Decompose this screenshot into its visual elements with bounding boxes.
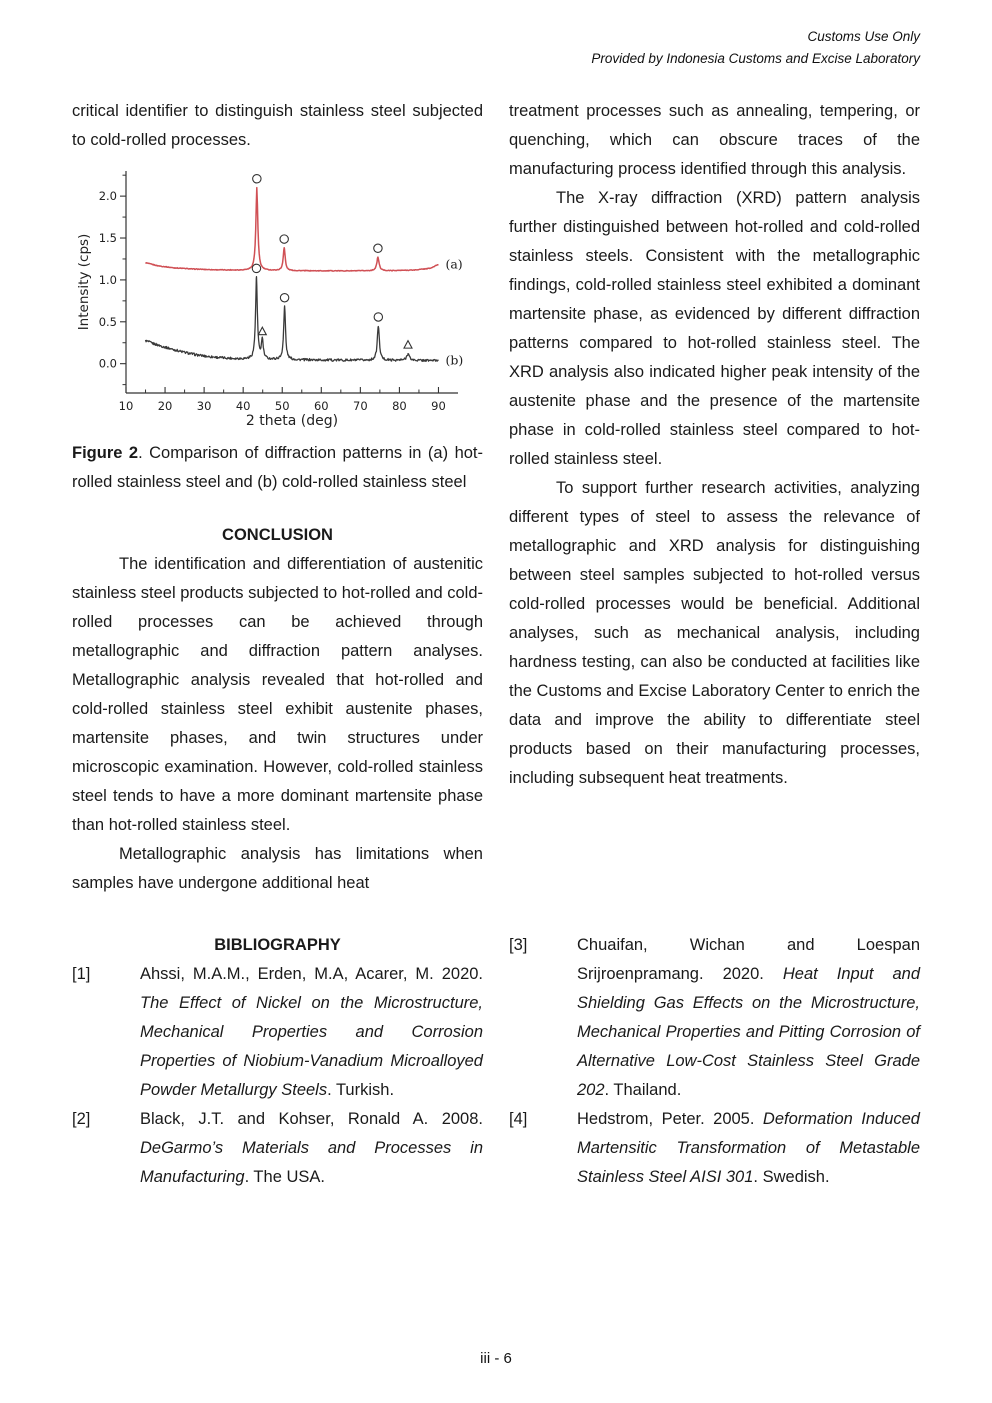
bibliography-right-column	[509, 931, 920, 1192]
header-provider: Provided by Indonesia Customs and Excise Laboratory	[591, 50, 920, 66]
series-line	[146, 277, 439, 362]
reference-text: Chuaifan, Wichan and Loespan Srijroenpramang. 2020. Heat Input and Shielding Gas Effects on the Microstructure, Mechanical Properties and Pitting Corrosion of Alternative Low-Cost Stainless Steel Grade 202. Thailand.	[577, 936, 920, 1100]
reference-number: [2]	[72, 1110, 91, 1129]
paragraph-xrd: The X-ray diffraction (XRD) pattern analysis further distinguished between hot-rolled and cold-rolled stainless steels. Consistent with the metallographic findings, cold-rolled stainless steel exhibited a dominant martensite phase, as evidenced by different diffraction patterns compared to hot-rolled stainless steel. The XRD analysis also indicated higher peak intensity of the austenite phase and the presence of the martensite phase in cold-rolled stainless steel compared to hot-rolled stainless steel.	[509, 189, 920, 469]
bibliography-section	[0, 931, 992, 1192]
x-tick-label: 60	[313, 399, 329, 414]
reference-title: DeGarmo’s Materials and Processes in Manufacturing	[140, 1139, 483, 1187]
austenite-peak-marker	[280, 294, 288, 302]
x-axis-label: 2 theta (deg)	[245, 413, 339, 430]
conclusion-heading: CONCLUSION	[222, 526, 333, 545]
figure-caption-label: Figure 2	[72, 444, 139, 463]
conclusion-paragraph-2: Metallographic analysis has limitations when samples have undergone additional heat	[72, 845, 483, 893]
bibliography-entry	[509, 1105, 920, 1192]
reference-text: Ahssi, M.A.M., Erden, M.A, Acarer, M. 2020. The Effect of Nickel on the Microstructure, Mechanical Properties and Corrosion Properties of Niobium-Vanadium Microalloyed Powder Metallurgy Steels. Turkish.	[140, 965, 483, 1100]
y-tick-label: 2.0	[98, 189, 117, 204]
reference-number: [3]	[509, 936, 528, 955]
series-line	[146, 188, 439, 272]
paragraph-support: To support further research activities, analyzing different types of steel to assess the relevance of metallographic and XRD analysis for distinguishing between steel samples subjected to hot-rolled versus cold-rolled processes would be beneficial. Additional analyses, such as mechanical analysis, including hardness testing, can also be conducted at facilities like the Customs and Excise Laboratory Center to enrich the data and improve the ability to differentiate steel products based on their manufacturing processes, including subsequent heat treatments.	[509, 479, 920, 788]
y-tick-label: 0.5	[98, 314, 117, 329]
right-column	[509, 97, 920, 898]
x-tick-label: 90	[431, 399, 446, 414]
y-tick-label: 1.0	[98, 273, 117, 288]
reference-number: [4]	[509, 1110, 528, 1129]
x-tick-label: 10	[118, 399, 134, 414]
reference-title: The Effect of Nickel on the Microstructure, Mechanical Properties and Corrosion Properties of Niobium-Vanadium Microalloyed Powder Metallurgy Steels	[140, 994, 483, 1100]
x-tick-label: 20	[157, 399, 173, 414]
bibliography-heading: BIBLIOGRAPHY	[214, 936, 341, 955]
bibliography-left-column	[72, 931, 483, 1192]
austenite-peak-marker	[374, 313, 382, 321]
figure-caption	[72, 439, 483, 497]
reference-title: Deformation Induced Martensitic Transformation of Metastable Stainless Steel AISI 301	[577, 1110, 920, 1187]
x-tick-label: 40	[235, 399, 251, 414]
bibliography-entry	[72, 1105, 483, 1192]
martensite-peak-marker	[404, 341, 412, 349]
reference-title: Heat Input and Shielding Gas Effects on the Microstructure, Mechanical Properties and Pitting Corrosion of Alternative Low-Cost Stainless Steel Grade 202	[577, 965, 920, 1100]
austenite-peak-marker	[374, 244, 382, 252]
page-number: iii - 6	[480, 1350, 512, 1367]
reference-number: [1]	[72, 965, 91, 984]
main-content	[0, 97, 992, 898]
bibliography-list-right	[509, 931, 920, 1192]
bibliography-entry	[509, 931, 920, 1105]
reference-text: Black, J.T. and Kohser, Ronald A. 2008. DeGarmo’s Materials and Processes in Manufacturing. The USA.	[140, 1110, 483, 1187]
header-classification: Customs Use Only	[807, 29, 920, 44]
xrd-diffraction-chart	[74, 163, 474, 433]
y-tick-label: 0.0	[98, 356, 117, 371]
conclusion-paragraph-1: The identification and differentiation of austenitic stainless steel products subjected to hot-rolled and cold-rolled processes can be achieved through metallographic and diffraction pattern analyses. Metallographic analysis revealed that hot-rolled and cold-rolled stainless steel exhibit austenite phases, martensite phases, and twin structures under microscopic examination. However, cold-rolled stainless steel tends to have a more dominant martensite phase than hot-rolled stainless steel.	[72, 555, 483, 835]
x-tick-label: 70	[353, 399, 368, 414]
x-tick-label: 30	[196, 399, 212, 414]
austenite-peak-marker	[252, 264, 260, 272]
y-tick-label: 1.5	[98, 231, 117, 246]
martensite-peak-marker	[258, 327, 266, 335]
series-end-label: (a)	[445, 256, 463, 272]
figure-2	[72, 163, 483, 497]
austenite-peak-marker	[280, 235, 288, 243]
x-tick-label: 80	[392, 399, 407, 414]
x-tick-label: 50	[274, 399, 290, 414]
bibliography-entry	[72, 960, 483, 1105]
series-end-label: (b)	[445, 352, 464, 368]
paragraph-intro: critical identifier to distinguish stainless steel subjected to cold-rolled processes.	[72, 102, 483, 150]
left-column	[72, 97, 483, 898]
y-axis-label: Intensity (cps)	[76, 233, 92, 331]
reference-text: Hedstrom, Peter. 2005. Deformation Induced Martensitic Transformation of Metastable Stainless Steel AISI 301. Swedish.	[577, 1110, 920, 1187]
paragraph-treatment: treatment processes such as annealing, tempering, or quenching, which can obscure traces of the manufacturing process identified through this analysis.	[509, 102, 920, 179]
bibliography-list-left	[72, 960, 483, 1192]
document-header	[0, 0, 992, 69]
austenite-peak-marker	[253, 175, 261, 183]
figure-caption-text: . Comparison of diffraction patterns in (a) hot-rolled stainless steel and (b) cold-rolled stainless steel	[72, 444, 483, 492]
